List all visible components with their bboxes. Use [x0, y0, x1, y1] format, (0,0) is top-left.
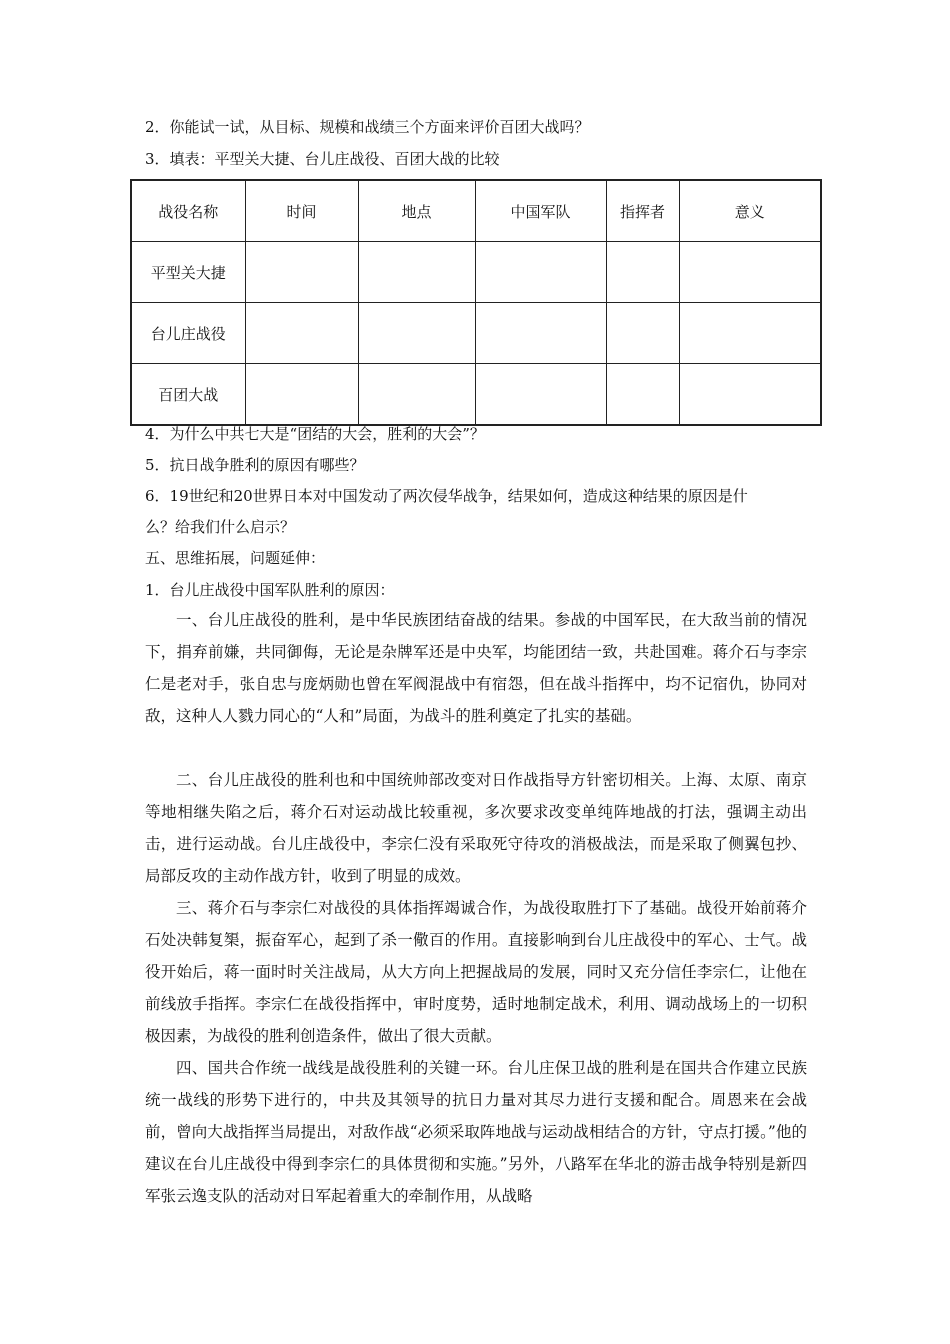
- sub-title: 1．台儿庄战役中国军队胜利的原因：: [145, 581, 395, 599]
- question-6-line-1: 6．19世纪和20世界日本对中国发动了两次侵华战争，结果如何，造成这种结果的原因是什: [145, 487, 748, 505]
- table-cell-battle-name: 百团大战: [131, 364, 245, 426]
- paragraph-2: 二、台儿庄战役的胜利也和中国统帅部改变对日作战指导方针密切相关。上海、太原、南京等地相继失陷之后，蒋介石对运动战比较重视，多次要求改变单纯阵地战的打法，强调主动出击，进行运动战。台儿庄战役中，李宗仁没有采取死守待攻的消极战法，而是采取了侧翼包抄、局部反攻的主动作战方针，收到了明显的成效。: [145, 771, 807, 885]
- table-cell-blank[interactable]: [245, 242, 358, 303]
- paragraph-1: 一、台儿庄战役的胜利，是中华民族团结奋战的结果。参战的中国军民，在大敌当前的情况下，捐弃前嫌，共同御侮，无论是杂牌军还是中央军，均能团结一致，共赴国难。蒋介石与李宗仁是老对手，张自忠与庞炳勋也曾在军阀混战中有宿怨，但在战斗指挥中，均不记宿仇，协同对敌，这种人人戮力同心的“人和”局面，为战斗的胜利奠定了扎实的基础。: [145, 611, 807, 725]
- table-cell-blank[interactable]: [606, 303, 679, 364]
- table-cell-battle-name: 台儿庄战役: [131, 303, 245, 364]
- question-5: 5．抗日战争胜利的原因有哪些？: [145, 456, 365, 474]
- table-header-cell: 时间: [245, 180, 358, 242]
- table-header-cell: 中国军队: [475, 180, 606, 242]
- comparison-table: [130, 179, 822, 426]
- question-2: 2．你能试一试，从目标、规模和战绩三个方面来评价百团大战吗？: [145, 118, 590, 136]
- table-cell-blank[interactable]: [475, 303, 606, 364]
- table-header-cell: 地点: [358, 180, 475, 242]
- table-cell-blank[interactable]: [358, 364, 475, 426]
- table-cell-blank[interactable]: [358, 242, 475, 303]
- table-cell-blank[interactable]: [606, 364, 679, 426]
- table-row: [131, 242, 821, 303]
- table-cell-battle-name: 平型关大捷: [131, 242, 245, 303]
- table-header-cell: 战役名称: [131, 180, 245, 242]
- table-cell-blank[interactable]: [679, 242, 821, 303]
- table-cell-blank[interactable]: [245, 364, 358, 426]
- table-cell-blank[interactable]: [475, 242, 606, 303]
- table-cell-blank[interactable]: [475, 364, 606, 426]
- table-cell-blank[interactable]: [358, 303, 475, 364]
- table-header-cell: 意义: [679, 180, 821, 242]
- question-6-line-2: 么？给我们什么启示？: [145, 518, 296, 536]
- question-4: 4．为什么中共七大是“团结的大会，胜利的大会”？: [145, 425, 485, 443]
- section-title: 五、思维拓展，问题延伸：: [145, 549, 326, 567]
- table-row: [131, 303, 821, 364]
- table-row: [131, 364, 821, 426]
- table-header-row: [131, 180, 821, 242]
- table-cell-blank[interactable]: [679, 364, 821, 426]
- paragraph-3: 三、蒋介石与李宗仁对战役的具体指挥竭诚合作，为战役取胜打下了基础。战役开始前蒋介石处决韩复榘，振奋军心，起到了杀一儆百的作用。直接影响到台儿庄战役中的军心、士气。战役开始后，蒋一面时时关注战局，从大方向上把握战局的发展，同时又充分信任李宗仁，让他在前线放手指挥。李宗仁在战役指挥中，审时度势，适时地制定战术，利用、调动战场上的一切积极因素，为战役的胜利创造条件，做出了很大贡献。: [145, 899, 807, 1045]
- paragraph-4: 四、国共合作统一战线是战役胜利的关键一环。台儿庄保卫战的胜利是在国共合作建立民族统一战线的形势下进行的，中共及其领导的抗日力量对其尽力进行支援和配合。周恩来在会战前，曾向大战指挥当局提出，对敌作战“必须采取阵地战与运动战相结合的方针，守点打援。”他的建议在台儿庄战役中得到李宗仁的具体贯彻和实施。”另外，八路军在华北的游击战争特别是新四军张云逸支队的活动对日军起着重大的牵制作用，从战略: [145, 1059, 807, 1205]
- table-cell-blank[interactable]: [245, 303, 358, 364]
- table-cell-blank[interactable]: [679, 303, 821, 364]
- question-3: 3．填表：平型关大捷、台儿庄战役、百团大战的比较: [145, 150, 500, 168]
- table-header-cell: 指挥者: [606, 180, 679, 242]
- table-cell-blank[interactable]: [606, 242, 679, 303]
